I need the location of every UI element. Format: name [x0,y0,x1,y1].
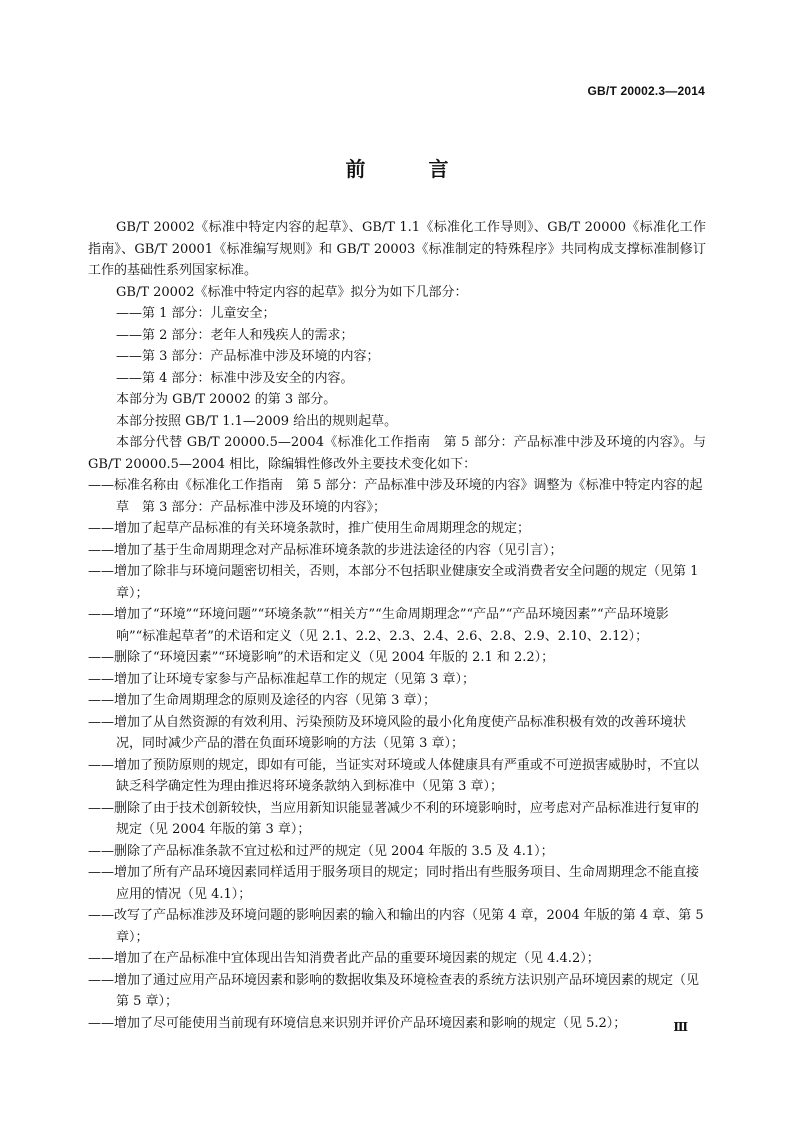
intro-paragraph: GB/T 20002《标准中特定内容的起草》、GB/T 1.1《标准化工作导则》、GB/T 20000《标准化工作指南》、GB/T 20001《标准编写规则》和 GB/T 20003《标准制定的特殊程序》共同构成支撑标准制修订工作的基础性系列国家标准。 [88,220,706,278]
parts-list-item: ——第 2 部分：老年人和残疾人的需求； [116,327,354,343]
change-list-item: ——增加了让环境专家参与产品标准起草工作的规定（见第 3 章）； [88,671,476,687]
change-list-item: ——增加了起草产品标准的有关环境条款时，推广使用生命周期理念的规定； [88,521,531,536]
change-list-item: ——增加了预防原则的规定，即如有可能，当证实对环境或人体健康具有严重或不可逆损害威胁时，不宜以缺乏科学确定性为理由推迟将环境条款纳入到标准中（见第 3 章）； [88,757,700,794]
change-list-item: ——增加了从自然资源的有效利用、污染预防及环境风险的最小化角度使产品标准积极有效的改善环境状况，同时减少产品的潜在负面环境影响的方法（见第 3 章）； [88,714,687,751]
document-code: GB/T 20002.3—2014 [587,84,705,98]
change-list-item: ——增加了所有产品环境因素同样适用于服务项目的规定；同时指出有些服务项目、生命周期理念不能直接应用的情况（见 4.1）； [88,865,700,902]
body-paragraph: 本部分按照 GB/T 1.1—2009 给出的规则起草。 [116,413,398,429]
change-list-item: ——删除了产品标准条款不宜过松和过严的规定（见 2004 年版的 3.5 及 4.1）； [88,843,554,859]
change-list-item: ——增加了在产品标准中宜体现出告知消费者此产品的重要环境因素的规定（见 4.4.2）； [88,951,600,966]
change-list-item: ——改写了产品标准涉及环境问题的影响因素的输入和输出的内容（见第 4 章，2004 年版的第 4 章、第 5 章）； [88,908,704,945]
page-title: 前 言 [345,157,477,181]
parts-list-item: ——第 1 部分：儿童安全； [116,306,276,321]
change-list-item: ——增加了尽可能使用当前现有环境信息来识别并评价产品环境因素和影响的规定（见 5.2）； [88,1015,627,1031]
change-list-item: ——删除了由于技术创新较快，当应用新知识能显著减少不利的环境影响时，应考虑对产品标准进行复审的规定（见 2004 年版的第 3 章）； [88,800,700,837]
change-list-item: ——标准名称由《标准化工作指南 第 5 部分：产品标准中涉及环境的内容》调整为《标准中特定内容的起草 第 3 部分：产品标准中涉及环境的内容》； [88,478,703,515]
intro-paragraph: GB/T 20002《标准中特定内容的起草》拟分为如下几部分： [116,284,468,300]
parts-list-item: ——第 3 部分：产品标准中涉及环境的内容； [116,349,380,364]
body-paragraph: 本部分为 GB/T 20002 的第 3 部分。 [116,392,337,407]
change-list-item: ——增加了“环境”“环境问题”“环境条款”“相关方”“生命周期理念”“产品”“产品环境因素”“产品环境影响”“标准起草者”的术语和定义（见 2.1、2.2、2.3、2.4、2.6、2.8、2.9、2.10、2.12）； [88,607,669,644]
page-number: Ⅲ [673,1020,688,1034]
change-list-item: ——增加了通过应用产品环境因素和影响的数据收集及环境检查表的系统方法识别产品环境因素的规定（见第 5 章）； [88,972,700,1009]
change-list-item: ——增加了基于生命周期理念对产品标准环境条款的步进法途径的内容（见引言）； [88,542,563,558]
body-paragraph: 本部分代替 GB/T 20000.5—2004《标准化工作指南 第 5 部分：产品标准中涉及环境的内容》。与 GB/T 20000.5—2004 相比，除编辑性修改外主要技术变化如下： [88,435,706,472]
parts-list-item: ——第 4 部分：标准中涉及安全的内容。 [116,370,354,386]
change-list-item: ——增加了除非与环境问题密切相关，否则，本部分不包括职业健康安全或消费者安全问题的规定（见第 1 章）； [88,564,699,601]
change-list-item: ——增加了生命周期理念的原则及途径的内容（见第 3 章）； [88,693,437,708]
foreword-body [88,217,706,1034]
change-list-item: ——删除了“环境因素”“环境影响”的术语和定义（见 2004 年版的 2.1 和 2.2）； [88,650,555,665]
